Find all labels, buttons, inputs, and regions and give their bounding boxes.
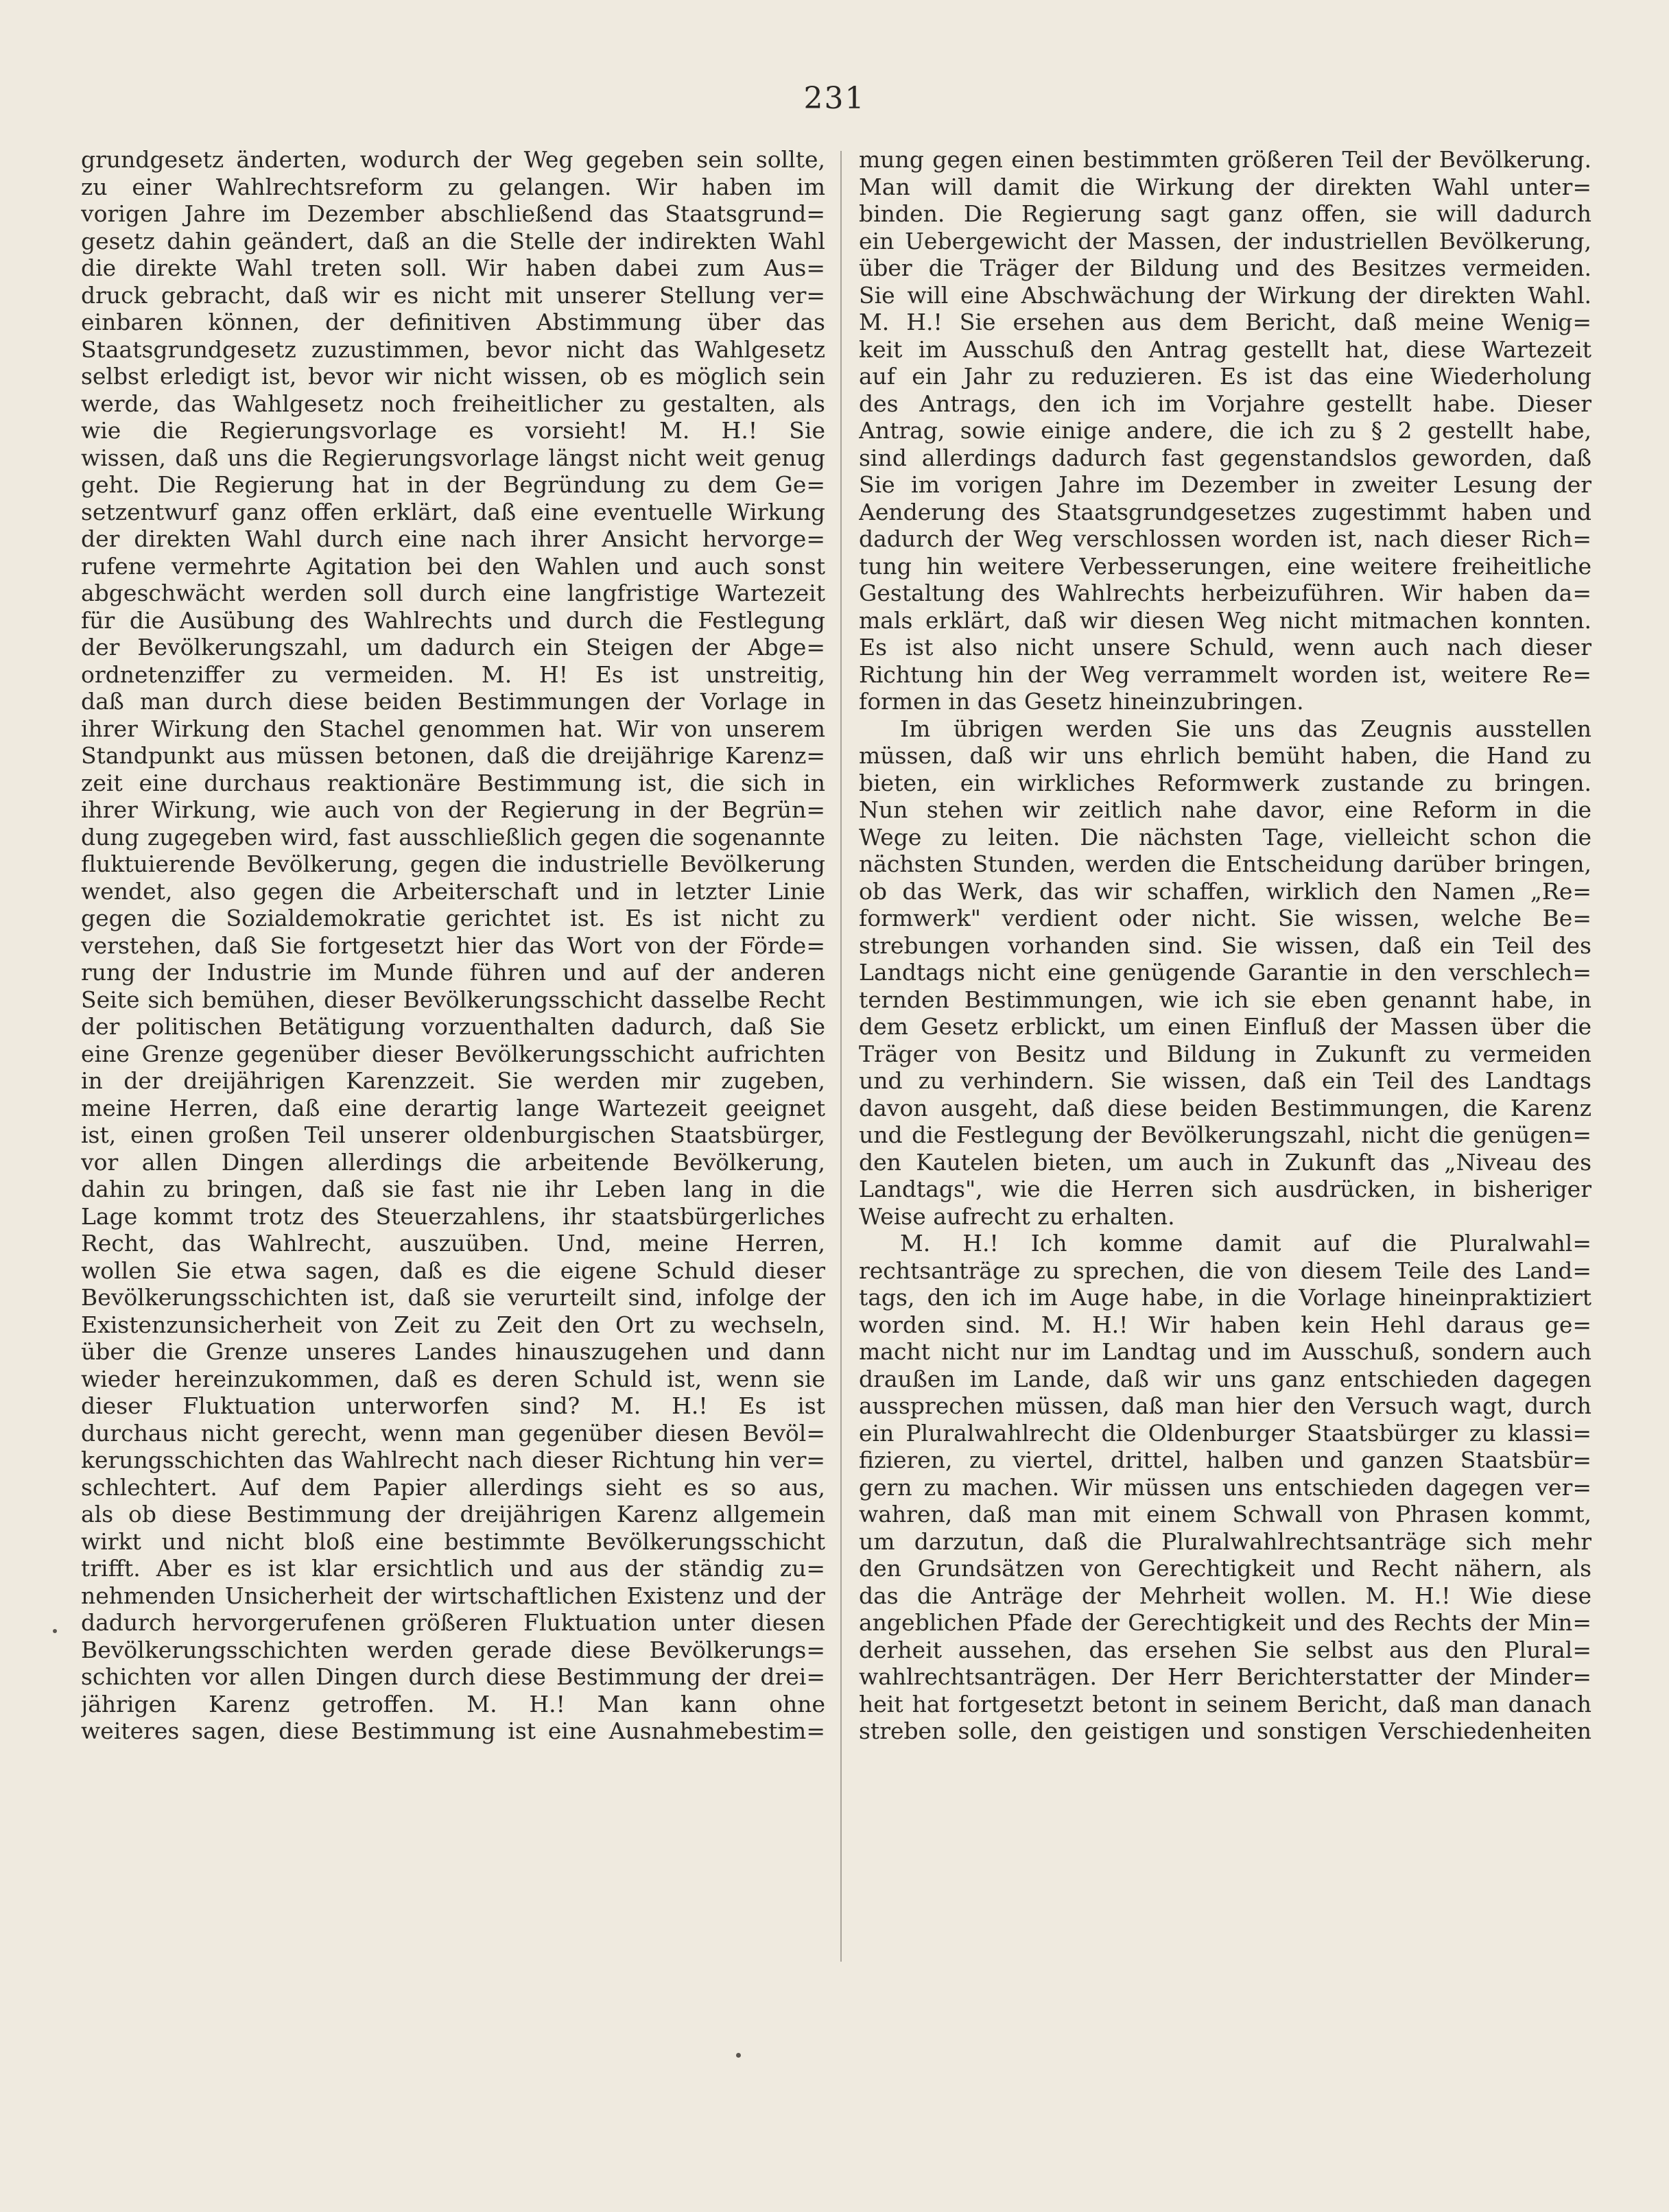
text-line: fluktuierende Bevölkerung, gegen die industrielle Bevölkerung [81,851,825,877]
text-line: werde, das Wahlgesetz noch freiheitlicher zu gestalten, als [81,390,825,417]
text-line: wahren, daß man mit einem Schwall von Phrasen kommt, [859,1501,1591,1527]
text-line: und zu verhindern. Sie wissen, daß ein Teil des Landtags [859,1067,1591,1094]
text-line: vorigen Jahre im Dezember abschließend das Staatsgrund= [81,200,825,227]
text-line: wendet, also gegen die Arbeiterschaft und in letzter Linie [81,877,825,905]
text-line: Existenzunsicherheit von Zeit zu Zeit den Ort zu wechseln, [81,1311,825,1338]
text-line: Bevölkerungsschichten ist, daß sie verurteilt sind, infolge der [81,1284,825,1311]
text-line: eine Grenze gegenüber dieser Bevölkerungsschicht aufrichten [81,1040,825,1067]
text-line: Weise aufrecht zu erhalten. [859,1202,1175,1230]
text-line: macht nicht nur im Landtag und im Ausschuß, sondern auch [859,1338,1591,1365]
text-line: Staatsgrundgesetz zuzustimmen, bevor nicht das Wahlgesetz [81,335,825,363]
text-line: grundgesetz änderten, wodurch der Weg gegeben sein sollte, [81,146,825,173]
text-line: Bevölkerungsschichten werden gerade diese Bevölkerungs= [81,1636,825,1663]
text-line: gesetz dahin geändert, daß an die Stelle der indirekten Wahl [81,227,825,254]
text-line: strebungen vorhanden sind. Sie wissen, daß ein Teil des [859,931,1591,959]
text-line: mals erklärt, daß wir diesen Weg nicht mitmachen konnten. [859,606,1591,634]
text-line: der politischen Betätigung vorzuenthalten dadurch, daß Sie [81,1013,825,1040]
text-line: streben solle, den geistigen und sonstigen Verschiedenheiten [859,1717,1591,1744]
text-line: setzentwurf ganz offen erklärt, daß eine eventuelle Wirkung [81,498,825,525]
left-column [81,146,825,1745]
text-line: verstehen, daß Sie fortgesetzt hier das Wort von der Förde= [81,931,825,959]
text-line: keit im Ausschuß den Antrag gestellt hat, diese Wartezeit [859,335,1591,363]
text-line: den Grundsätzen von Gerechtigkeit und Recht nähern, als [859,1555,1591,1582]
text-line: der Bevölkerungszahl, um dadurch ein Steigen der Abge= [81,634,825,661]
text-line: wie die Regierungsvorlage es vorsieht! M. H.! Sie [81,417,825,444]
page-number: 231 [803,81,866,116]
text-line: dadurch der Weg verschlossen worden ist, nach dieser Rich= [859,525,1591,552]
text-line: kerungsschichten das Wahlrecht nach dieser Richtung hin ver= [81,1447,825,1473]
text-line: angeblichen Pfade der Gerechtigkeit und des Rechts der Min= [859,1609,1591,1636]
text-line: ternden Bestimmungen, wie ich sie eben genannt habe, in [859,986,1591,1013]
text-line: dadurch hervorgerufenen größeren Fluktuation unter diesen [81,1609,825,1636]
text-line: über die Grenze unseres Landes hinauszugehen und dann [81,1338,825,1365]
text-line: Träger von Besitz und Bildung in Zukunft zu vermeiden [859,1040,1591,1067]
text-line: den Kautelen bieten, um auch in Zukunft das „Niveau des [859,1148,1591,1176]
text-line: vor allen Dingen allerdings die arbeitende Bevölkerung, [81,1148,825,1176]
text-line: wissen, daß uns die Regierungsvorlage längst nicht weit genug [81,444,825,471]
text-line: draußen im Lande, daß wir uns ganz entschieden dagegen [859,1365,1591,1392]
text-line: um darzutun, daß die Pluralwahlrechtsanträge sich mehr [859,1527,1591,1555]
text-line: binden. Die Regierung sagt ganz offen, sie will dadurch [859,200,1591,227]
text-line: rufene vermehrte Agitation bei den Wahlen und auch sonst [81,552,825,580]
text-line: gern zu machen. Wir müssen uns entschieden dagegen ver= [859,1473,1591,1501]
text-line: Standpunkt aus müssen betonen, daß die dreijährige Karenz= [81,742,825,769]
text-line: über die Träger der Bildung und des Besitzes vermeiden. [859,254,1591,281]
text-line: Sie im vorigen Jahre im Dezember in zweiter Lesung der [859,471,1591,498]
text-line: M. H.! Ich komme damit auf die Pluralwahl= [900,1230,1591,1257]
text-line: davon ausgeht, daß diese beiden Bestimmungen, die Karenz [859,1094,1591,1121]
text-line: jährigen Karenz getroffen. M. H.! Man kann ohne [81,1690,825,1717]
ink-speck [53,1629,57,1633]
text-line: fizieren, zu viertel, drittel, halben und ganzen Staatsbür= [859,1447,1591,1473]
text-line: sind allerdings dadurch fast gegenstandslos geworden, daß [859,444,1591,471]
ink-speck [736,2053,741,2058]
text-line: selbst erledigt ist, bevor wir nicht wissen, ob es möglich sein [81,363,825,390]
text-line: nehmenden Unsicherheit der wirtschaftlichen Existenz und der [81,1582,825,1609]
text-line: trifft. Aber es ist klar ersichtlich und aus der ständig zu= [81,1555,825,1582]
text-line: und die Festlegung der Bevölkerungszahl, nicht die genügen= [859,1121,1591,1148]
text-line: rung der Industrie im Munde führen und auf der anderen [81,959,825,986]
text-line: in der dreijährigen Karenzzeit. Sie werden mir zugeben, [81,1067,825,1094]
text-line: ist, einen großen Teil unserer oldenburgischen Staatsbürger, [81,1121,825,1148]
text-line: ihrer Wirkung den Stachel genommen hat. Wir von unserem [81,715,825,742]
text-line: auf ein Jahr zu reduzieren. Es ist das eine Wiederholung [859,363,1591,390]
text-line: bieten, ein wirkliches Reformwerk zustande zu bringen. [859,769,1591,796]
text-line: durchaus nicht gerecht, wenn man gegenüber diesen Bevöl= [81,1419,825,1447]
text-line: worden sind. M. H.! Wir haben kein Hehl daraus ge= [859,1311,1591,1338]
text-line: Recht, das Wahlrecht, auszuüben. Und, meine Herren, [81,1230,825,1257]
text-line: Aenderung des Staatsgrundgesetzes zugestimmt haben und [859,498,1591,525]
text-line: wahlrechtsanträgen. Der Herr Berichterstatter der Minder= [859,1663,1591,1690]
text-line: schichten vor allen Dingen durch diese Bestimmung der drei= [81,1663,825,1690]
text-line: dahin zu bringen, daß sie fast nie ihr Leben lang in die [81,1176,825,1202]
text-line: dem Gesetz erblickt, um einen Einfluß der Massen über die [859,1013,1591,1040]
text-line: Seite sich bemühen, dieser Bevölkerungsschicht dasselbe Recht [81,986,825,1013]
text-line: aussprechen müssen, daß man hier den Versuch wagt, durch [859,1392,1591,1419]
text-line: Lage kommt trotz des Steuerzahlens, ihr staatsbürgerliches [81,1202,825,1230]
text-line: Man will damit die Wirkung der direkten Wahl unter= [859,173,1591,200]
text-line: Richtung hin der Weg verrammelt worden ist, weitere Re= [859,661,1591,688]
text-line: nächsten Stunden, werden die Entscheidung darüber bringen, [859,851,1591,877]
text-line: Wege zu leiten. Die nächsten Tage, vielleicht schon die [859,823,1591,851]
text-line: gegen die Sozialdemokratie gerichtet ist. Es ist nicht zu [81,905,825,931]
text-line: zu einer Wahlrechtsreform zu gelangen. Wir haben im [81,173,825,200]
text-line: wollen Sie etwa sagen, daß es die eigene Schuld dieser [81,1257,825,1284]
text-line: tung hin weitere Verbesserungen, eine weitere freiheitliche [859,552,1591,580]
text-line: weiteres sagen, diese Bestimmung ist eine Ausnahmebestim= [81,1717,825,1744]
text-line: Landtags", wie die Herren sich ausdrücken, in bisheriger [859,1176,1591,1202]
column-divider [840,151,842,1962]
text-line: Im übrigen werden Sie uns das Zeugnis ausstellen [900,715,1591,742]
text-line: druck gebracht, daß wir es nicht mit unserer Stellung ver= [81,281,825,309]
text-line: einbaren können, der definitiven Abstimmung über das [81,309,825,335]
text-line: wirkt und nicht bloß eine bestimmte Bevölkerungsschicht [81,1527,825,1555]
text-line: ordnetenziffer zu vermeiden. M. H! Es ist unstreitig, [81,661,825,688]
text-line: das die Anträge der Mehrheit wollen. M. H.! Wie diese [859,1582,1591,1609]
text-line: die direkte Wahl treten soll. Wir haben dabei zum Aus= [81,254,825,281]
text-line: rechtsanträge zu sprechen, die von diesem Teile des Land= [859,1257,1591,1284]
text-line: abgeschwächt werden soll durch eine langfristige Wartezeit [81,580,825,606]
text-line: derheit aussehen, das ersehen Sie selbst aus den Plural= [859,1636,1591,1663]
text-line: Nun stehen wir zeitlich nahe davor, eine Reform in die [859,796,1591,823]
text-line: ob das Werk, das wir schaffen, wirklich den Namen „Re= [859,877,1591,905]
text-line: geht. Die Regierung hat in der Begründung zu dem Ge= [81,471,825,498]
text-line: dung zugegeben wird, fast ausschließlich gegen die sogenannte [81,823,825,851]
text-line: ihrer Wirkung, wie auch von der Regierung in der Begrün= [81,796,825,823]
text-line: M. H.! Sie ersehen aus dem Bericht, daß meine Wenig= [859,309,1591,335]
text-line: meine Herren, daß eine derartig lange Wartezeit geeignet [81,1094,825,1121]
text-line: Landtags nicht eine genügende Garantie in den verschlech= [859,959,1591,986]
text-line: daß man durch diese beiden Bestimmungen der Vorlage in [81,688,825,715]
text-line: dieser Fluktuation unterworfen sind? M. H.! Es ist [81,1392,825,1419]
text-line: müssen, daß wir uns ehrlich bemüht haben, die Hand zu [859,742,1591,769]
text-line: Gestaltung des Wahlrechts herbeizuführen. Wir haben da= [859,580,1591,606]
text-line: heit hat fortgesetzt betont in seinem Bericht, daß man danach [859,1690,1591,1717]
text-line: formen in das Gesetz hineinzubringen. [859,688,1304,715]
text-line: zeit eine durchaus reaktionäre Bestimmung ist, die sich in [81,769,825,796]
right-column [859,146,1591,1745]
text-line: Es ist also nicht unsere Schuld, wenn auch nach dieser [859,634,1591,661]
text-line: Antrag, sowie einige andere, die ich zu § 2 gestellt habe, [859,417,1591,444]
text-line: des Antrags, den ich im Vorjahre gestellt habe. Dieser [859,390,1591,417]
text-line: Sie will eine Abschwächung der Wirkung der direkten Wahl. [859,281,1591,309]
text-line: für die Ausübung des Wahlrechts und durch die Festlegung [81,606,825,634]
text-line: schlechtert. Auf dem Papier allerdings sieht es so aus, [81,1473,825,1501]
text-line: formwerk" verdient oder nicht. Sie wissen, welche Be= [859,905,1591,931]
text-line: mung gegen einen bestimmten größeren Teil der Bevölkerung. [859,146,1591,173]
text-line: wieder hereinzukommen, daß es deren Schuld ist, wenn sie [81,1365,825,1392]
text-line: ein Pluralwahlrecht die Oldenburger Staatsbürger zu klassi= [859,1419,1591,1447]
text-line: tags, den ich im Auge habe, in die Vorlage hineinpraktiziert [859,1284,1591,1311]
text-line: als ob diese Bestimmung der dreijährigen Karenz allgemein [81,1501,825,1527]
text-line: ein Uebergewicht der Massen, der industriellen Bevölkerung, [859,227,1591,254]
text-line: der direkten Wahl durch eine nach ihrer Ansicht hervorge= [81,525,825,552]
